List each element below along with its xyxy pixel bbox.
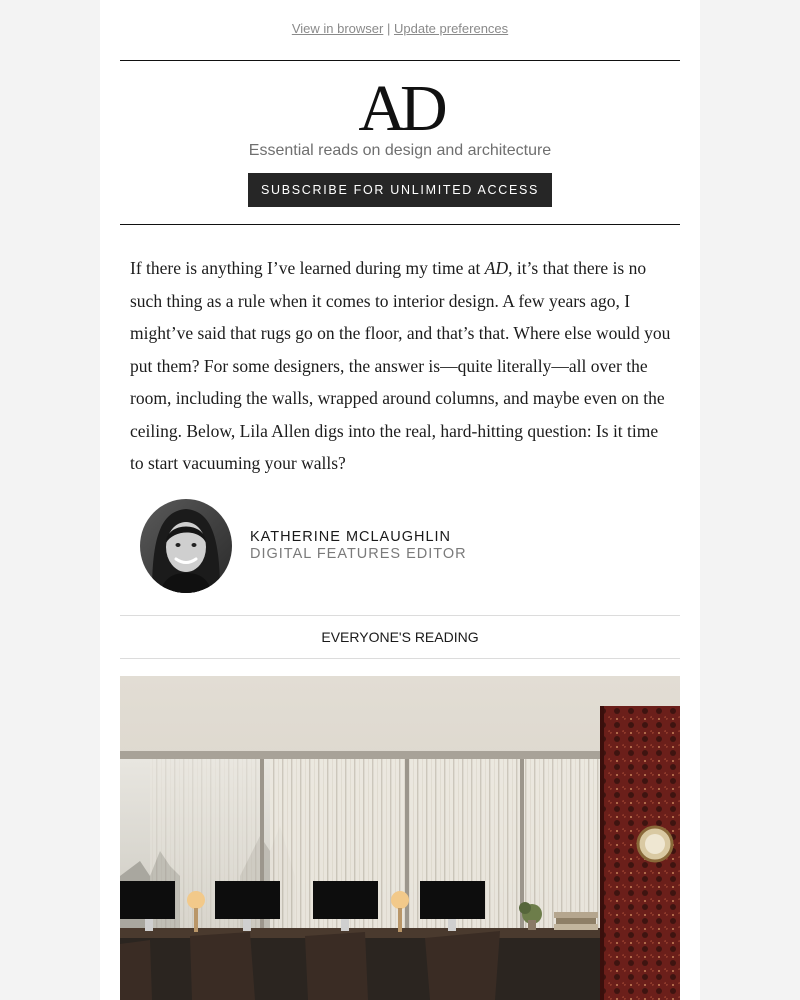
link-separator: | <box>386 21 391 36</box>
author-title: DIGITAL FEATURES EDITOR <box>250 546 467 562</box>
section-bottom-divider <box>120 658 680 659</box>
author-avatar <box>140 499 232 593</box>
email-header-links <box>100 21 700 36</box>
section-heading: EVERYONE'S READING <box>321 629 479 645</box>
ad-logo[interactable] <box>350 76 450 134</box>
intro-text-start: If there is anything I’ve learned during my time at <box>130 258 485 278</box>
section-top-divider <box>120 615 680 616</box>
intro-text-rest: , it’s that there is no such thing as a rule when it comes to interior design. A few years ago, I might’ve said that rugs go on the floor, and that’s that. Where else would you put them? For some designers, the answer is—quite literally—all over the room, including the walls, wrapped around columns, and maybe even on the ceiling. Below, Lila Allen digs into the real, hard-hitting question: Is it time to start vacuuming your walls? <box>130 258 671 473</box>
brand-tagline: Essential reads on design and architecture <box>248 142 552 159</box>
header-bottom-divider <box>120 224 680 225</box>
ad-logo-text: AD <box>358 76 442 134</box>
update-preferences-link[interactable]: Update preferences <box>393 21 509 36</box>
intro-paragraph <box>130 252 675 480</box>
featured-article-image[interactable] <box>120 676 680 1000</box>
top-divider <box>120 60 680 61</box>
office-interior-image[interactable] <box>120 676 680 1000</box>
email-container <box>100 0 700 1000</box>
subscribe-button[interactable]: SUBSCRIBE FOR UNLIMITED ACCESS <box>248 173 552 207</box>
intro-publication-name: AD <box>484 258 509 278</box>
view-in-browser-link[interactable]: View in browser <box>291 21 384 36</box>
author-name: KATHERINE MCLAUGHLIN <box>250 529 452 545</box>
